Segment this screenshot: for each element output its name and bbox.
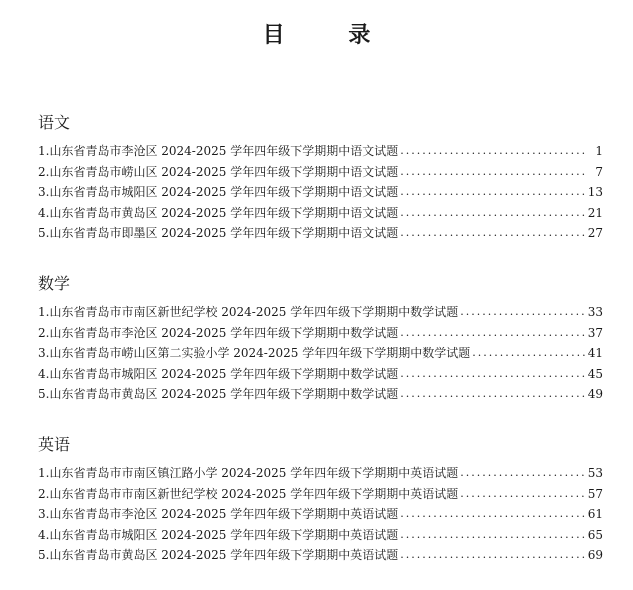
dot-leader [400, 162, 587, 183]
toc-entry[interactable] [38, 364, 603, 385]
toc-entry[interactable] [38, 545, 603, 566]
toc-entry[interactable] [38, 223, 603, 244]
dot-leader [400, 182, 586, 203]
entry-number: 5. [38, 226, 50, 240]
toc-entry[interactable] [38, 484, 603, 505]
entry-title: 山东省青岛市崂山区第二实验小学 2024-2025 学年四年级下学期期中数学试题 [49, 346, 471, 360]
dot-leader [472, 343, 586, 364]
toc-entry[interactable] [38, 463, 603, 484]
entry-number: 2. [38, 164, 50, 179]
entry-page: 69 [587, 548, 603, 562]
toc-entry[interactable] [38, 525, 603, 546]
toc-entry[interactable] [38, 141, 603, 162]
dot-leader [400, 203, 586, 224]
entry-page: 61 [587, 507, 603, 521]
toc-section-english [38, 434, 603, 566]
entry-page: 49 [587, 387, 603, 401]
toc-entry[interactable] [38, 162, 603, 183]
entry-number: 2. [38, 325, 50, 340]
entry-title: 山东省青岛市崂山区 2024-2025 学年四年级下学期期中语文试题 [49, 164, 399, 179]
dot-leader [400, 525, 586, 546]
entry-number: 5. [38, 387, 50, 401]
entry-page: 13 [587, 185, 603, 199]
entry-page: 37 [587, 325, 603, 340]
entry-number: 2. [38, 486, 50, 501]
entry-number: 1. [38, 305, 50, 319]
dot-leader [400, 504, 586, 525]
entry-page: 41 [587, 346, 603, 360]
dot-leader [400, 364, 586, 385]
entry-title: 山东省青岛市黄岛区 2024-2025 学年四年级下学期期中英语试题 [49, 548, 399, 562]
entry-number: 3. [38, 507, 50, 521]
entry-title: 山东省青岛市黄岛区 2024-2025 学年四年级下学期期中数学试题 [49, 387, 399, 401]
dot-leader [400, 545, 586, 566]
toc-entry[interactable] [38, 302, 603, 323]
entry-page: 1 [595, 144, 603, 158]
dot-leader [400, 384, 586, 405]
dot-leader [460, 484, 586, 505]
entry-page: 45 [587, 366, 603, 381]
entry-number: 3. [38, 185, 50, 199]
entry-title: 山东省青岛市市南区新世纪学校 2024-2025 学年四年级下学期期中数学试题 [49, 305, 459, 319]
dot-leader [400, 141, 587, 162]
entry-page: 53 [587, 466, 603, 480]
entry-number: 3. [38, 346, 50, 360]
toc-entry[interactable] [38, 504, 603, 525]
entry-number: 4. [38, 527, 50, 542]
entry-title: 山东省青岛市黄岛区 2024-2025 学年四年级下学期期中语文试题 [49, 205, 399, 220]
entry-number: 4. [38, 366, 50, 381]
toc-entry[interactable] [38, 203, 603, 224]
toc-entry[interactable] [38, 384, 603, 405]
entry-title: 山东省青岛市李沧区 2024-2025 学年四年级下学期期中数学试题 [49, 325, 399, 340]
entry-page: 27 [587, 226, 603, 240]
entry-title: 山东省青岛市城阳区 2024-2025 学年四年级下学期期中语文试题 [49, 185, 399, 199]
dot-leader [460, 302, 586, 323]
entry-page: 65 [587, 527, 603, 542]
entry-number: 1. [38, 144, 50, 158]
toc-entry[interactable] [38, 182, 603, 203]
entry-title: 山东省青岛市城阳区 2024-2025 学年四年级下学期期中英语试题 [49, 527, 399, 542]
entry-title: 山东省青岛市城阳区 2024-2025 学年四年级下学期期中数学试题 [49, 366, 399, 381]
entry-page: 21 [587, 205, 603, 220]
toc-entry[interactable] [38, 343, 603, 364]
section-heading: 英语 [38, 435, 71, 454]
toc-entry[interactable] [38, 323, 603, 344]
entry-title: 山东省青岛市李沧区 2024-2025 学年四年级下学期期中英语试题 [49, 507, 399, 521]
entry-title: 山东省青岛市即墨区 2024-2025 学年四年级下学期期中语文试题 [49, 226, 399, 240]
entry-page: 33 [587, 305, 603, 319]
entry-page: 57 [587, 486, 603, 501]
entry-number: 5. [38, 548, 50, 562]
entry-title: 山东省青岛市市南区镇江路小学 2024-2025 学年四年级下学期期中英语试题 [49, 466, 459, 480]
toc-section-chinese [38, 112, 603, 244]
entry-page: 7 [595, 164, 603, 179]
section-heading: 数学 [38, 274, 71, 293]
toc-section-math [38, 273, 603, 405]
dot-leader [460, 463, 586, 484]
section-heading: 语文 [38, 113, 71, 132]
page-title: 目 录 [262, 22, 399, 48]
entry-number: 4. [38, 205, 50, 220]
dot-leader [400, 323, 586, 344]
entry-number: 1. [38, 466, 50, 480]
dot-leader [400, 223, 586, 244]
entry-title: 山东省青岛市李沧区 2024-2025 学年四年级下学期期中语文试题 [49, 144, 399, 158]
entry-title: 山东省青岛市市南区新世纪学校 2024-2025 学年四年级下学期期中英语试题 [49, 486, 459, 501]
